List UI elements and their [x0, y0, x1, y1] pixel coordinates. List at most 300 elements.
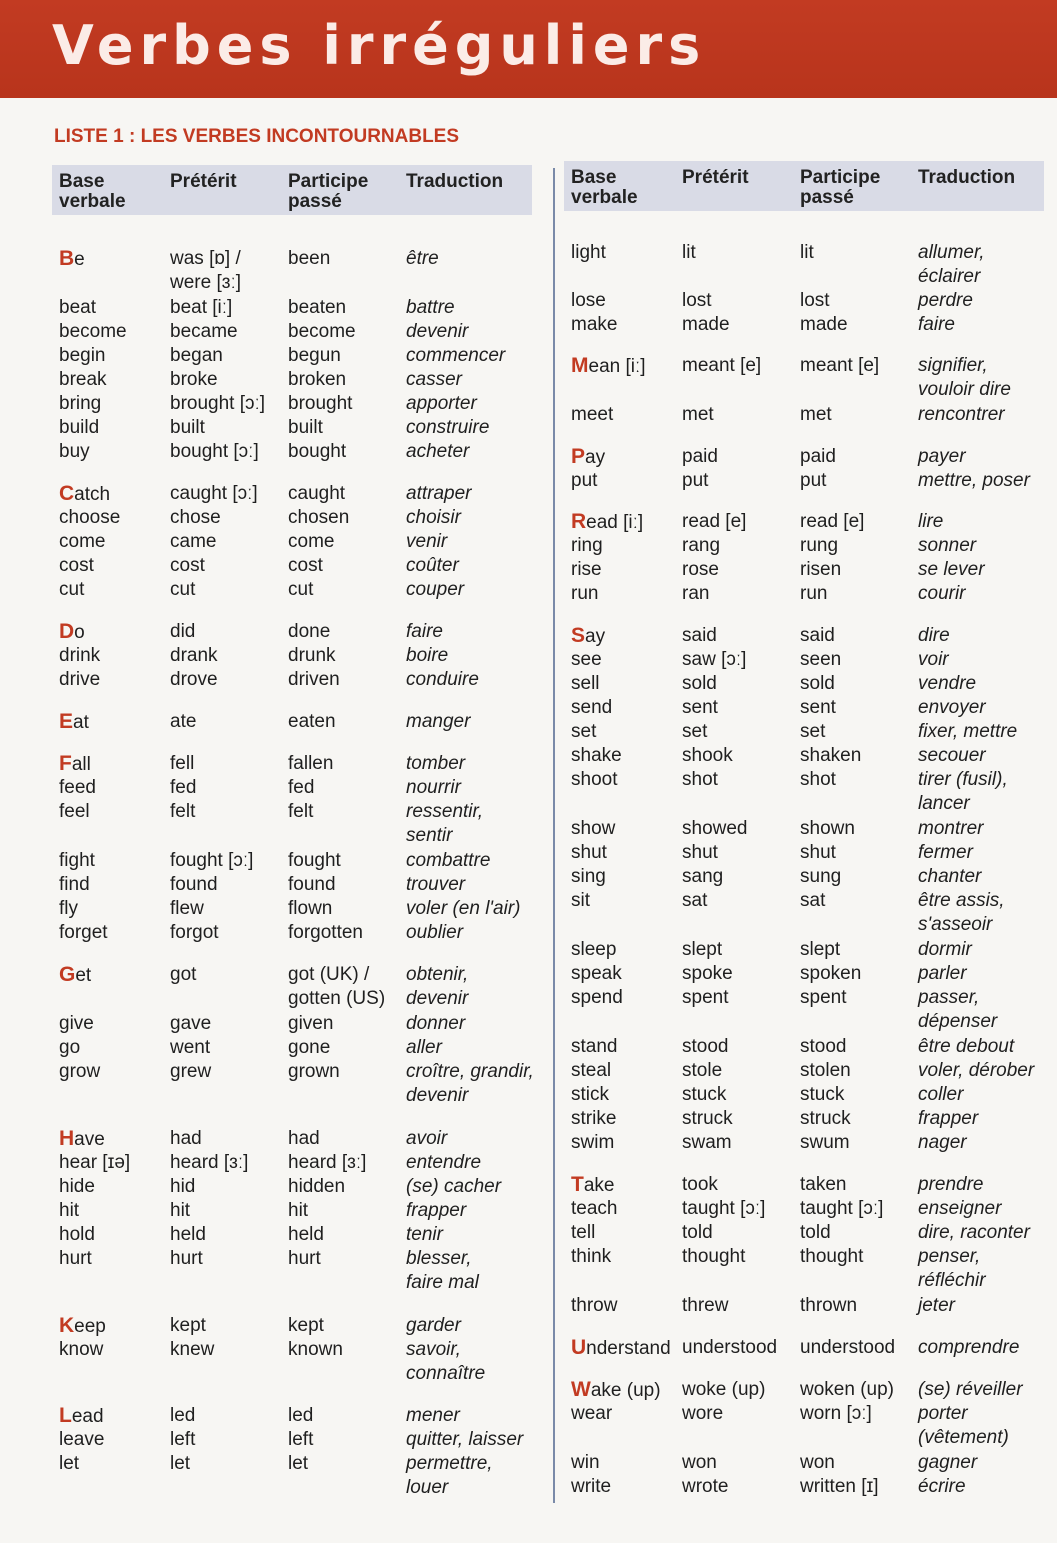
participle-form-line: won	[800, 1452, 835, 1473]
translation	[406, 344, 505, 368]
preterit-form-line: fell	[170, 753, 195, 774]
translation-line: croître, grandir,	[406, 1061, 534, 1082]
verb-row	[564, 445, 1044, 469]
translation	[406, 482, 471, 506]
base-text: put	[571, 470, 598, 491]
participle-form-line: met	[800, 404, 832, 425]
translation	[406, 368, 462, 392]
preterit-form	[682, 938, 722, 962]
preterit-form-line: met	[682, 404, 714, 425]
translation-line: nager	[918, 1132, 967, 1153]
translation-line: attraper	[406, 483, 472, 504]
verb-row	[52, 482, 532, 506]
participle-form-line: driven	[288, 669, 340, 690]
participle-form	[800, 1035, 846, 1059]
preterit-form-line: stuck	[682, 1084, 727, 1105]
translation	[406, 897, 521, 921]
preterit-form-line: understood	[682, 1337, 778, 1358]
verb-row	[564, 1294, 1044, 1318]
preterit-form-line: brought [ɔː]	[170, 393, 266, 414]
participle-form-line: worn [ɔː]	[800, 1403, 872, 1424]
base-text: eep	[74, 1316, 106, 1337]
base-text: ead [iː]	[586, 512, 644, 533]
translation	[918, 672, 976, 696]
translation	[406, 1247, 479, 1295]
base-form	[571, 938, 616, 962]
translation	[918, 313, 955, 337]
base-text: come	[59, 531, 106, 552]
base-text: atch	[74, 484, 111, 505]
base-form	[571, 534, 603, 558]
preterit-form	[682, 1131, 732, 1155]
translation	[406, 921, 463, 945]
translation	[406, 247, 439, 271]
base-form	[59, 668, 100, 692]
base-form	[59, 554, 94, 578]
preterit-form-line: forgot	[170, 922, 219, 943]
base-form	[571, 744, 622, 768]
participle-form-line: led	[288, 1405, 314, 1426]
base-text: speak	[571, 963, 622, 984]
preterit-form	[170, 1127, 202, 1151]
participle-form	[288, 416, 323, 440]
participle-form	[288, 1036, 330, 1060]
translation	[406, 1036, 442, 1060]
base-text: sit	[571, 890, 590, 911]
preterit-form	[170, 506, 221, 530]
preterit-form-line: struck	[682, 1108, 733, 1129]
base-form	[571, 1221, 595, 1245]
participle-form	[288, 1452, 308, 1476]
translation	[406, 554, 459, 578]
participle-form	[800, 1245, 863, 1269]
base-form	[571, 582, 598, 606]
translation	[918, 1451, 977, 1475]
preterit-form	[682, 313, 730, 337]
base-text: ake (up)	[590, 1380, 661, 1401]
translation-line: mener	[406, 1405, 460, 1426]
translation-line: voir	[918, 649, 949, 670]
preterit-form	[170, 752, 194, 776]
preterit-form-line: threw	[682, 1295, 729, 1316]
preterit-form-line: cut	[170, 579, 196, 600]
verb-row	[564, 1378, 1044, 1402]
base-text: choose	[59, 507, 121, 528]
base-form	[59, 849, 95, 873]
translation	[918, 1083, 963, 1107]
participle-form	[800, 720, 825, 744]
translation-line: fixer, mettre	[918, 721, 1018, 742]
preterit-form-line: wore	[682, 1403, 724, 1424]
participle-form	[288, 1127, 320, 1151]
preterit-form	[170, 1060, 211, 1084]
preterit-form	[170, 1036, 210, 1060]
base-form	[571, 624, 605, 649]
participle-form-line: become	[288, 321, 356, 342]
preterit-form-line: set	[682, 721, 708, 742]
base-form	[59, 320, 127, 344]
preterit-form	[682, 1083, 726, 1107]
initial-letter: H	[59, 1127, 75, 1150]
translation	[406, 1428, 523, 1452]
translation	[406, 296, 455, 320]
translation	[406, 1060, 534, 1108]
preterit-form-line: left	[170, 1429, 196, 1450]
translation	[918, 1059, 1034, 1083]
base-text: cost	[59, 555, 94, 576]
preterit-form	[682, 1402, 723, 1426]
translation	[406, 668, 479, 692]
participle-form	[288, 1223, 324, 1247]
translation-line-2: sentir	[406, 825, 453, 846]
preterit-form-line: thought	[682, 1246, 746, 1267]
verb-row	[52, 506, 532, 530]
participle-form-line: understood	[800, 1337, 896, 1358]
participle-form	[288, 1175, 345, 1199]
participle-form-line: thrown	[800, 1295, 858, 1316]
verb-row	[52, 1338, 532, 1384]
translation-line: être debout	[918, 1036, 1015, 1057]
participle-form-line: drunk	[288, 645, 336, 666]
translation	[406, 1127, 447, 1151]
preterit-form-line: did	[170, 621, 196, 642]
verb-row	[564, 696, 1044, 720]
preterit-form-line: hid	[170, 1176, 196, 1197]
preterit-form-line: flew	[170, 898, 204, 919]
translation-line-2: dépenser	[918, 1011, 998, 1032]
participle-form	[288, 1012, 333, 1036]
base-text: fight	[59, 850, 95, 871]
translation-line: garder	[406, 1315, 461, 1336]
base-form	[59, 921, 108, 945]
translation-line: (se) cacher	[406, 1176, 502, 1197]
preterit-form	[170, 710, 196, 734]
base-form	[59, 1175, 95, 1199]
translation	[918, 403, 1005, 427]
participle-form-line: spent	[800, 987, 847, 1008]
preterit-form	[170, 800, 195, 824]
translation-line: être assis,	[918, 890, 1005, 911]
base-text: stand	[571, 1036, 618, 1057]
base-form	[59, 440, 90, 464]
translation-line: vendre	[918, 673, 977, 694]
table-header	[564, 161, 1044, 211]
translation	[406, 506, 461, 530]
preterit-form-line: rang	[682, 535, 721, 556]
participle-form-line: cut	[288, 579, 314, 600]
participle-form-line: broken	[288, 369, 347, 390]
verb-row	[52, 320, 532, 344]
page-title: Verbes irréguliers	[52, 14, 707, 77]
base-text: o	[74, 622, 85, 643]
base-form	[59, 1060, 100, 1084]
verb-row	[564, 817, 1044, 841]
base-text: lose	[571, 290, 606, 311]
base-form	[571, 1131, 614, 1155]
participle-form-line-2: gotten (US)	[288, 988, 386, 1009]
base-text: send	[571, 697, 613, 718]
participle-form	[800, 817, 855, 841]
participle-form-line: chosen	[288, 507, 350, 528]
verb-row	[564, 1035, 1044, 1059]
base-form	[571, 1059, 611, 1083]
participle-form-line: written [ɪ]	[800, 1476, 879, 1497]
base-form	[571, 962, 622, 986]
participle-form	[288, 873, 336, 897]
translation-line: écrire	[918, 1476, 966, 1497]
base-form	[59, 873, 90, 897]
base-form	[59, 578, 84, 602]
base-text: become	[59, 321, 127, 342]
translation	[918, 1294, 955, 1318]
translation-line: faire	[918, 314, 955, 335]
translation-line-2: (vêtement)	[918, 1427, 1009, 1448]
participle-form-line: thought	[800, 1246, 864, 1267]
verb-row	[52, 921, 532, 945]
base-text: buy	[59, 441, 90, 462]
participle-form	[288, 247, 330, 271]
base-form	[571, 720, 596, 744]
participle-form	[288, 752, 333, 776]
preterit-form	[682, 1336, 777, 1360]
verb-row	[52, 1175, 532, 1199]
translation-line: permettre,	[406, 1453, 493, 1474]
verb-row	[52, 776, 532, 800]
translation-line: obtenir,	[406, 964, 469, 985]
header-traduction: Traduction	[406, 171, 504, 192]
participle-form	[288, 392, 352, 416]
base-form	[59, 530, 105, 554]
base-text: ay	[585, 626, 606, 647]
preterit-form-line: lit	[682, 242, 696, 263]
translation	[918, 938, 972, 962]
preterit-form-line: woke (up)	[682, 1379, 766, 1400]
translation	[406, 1199, 466, 1223]
translation-line: couper	[406, 579, 465, 600]
translation-line-2: éclairer	[918, 266, 981, 287]
participle-form	[800, 558, 841, 582]
base-form	[59, 1151, 130, 1175]
preterit-form-line: wrote	[682, 1476, 729, 1497]
column-divider	[553, 168, 555, 1503]
base-form	[59, 296, 96, 320]
base-text: hurt	[59, 1248, 92, 1269]
participle-form	[288, 1199, 308, 1223]
preterit-form	[682, 768, 718, 792]
base-form	[59, 897, 78, 921]
verb-row	[564, 672, 1044, 696]
base-form	[59, 247, 85, 272]
verb-row	[52, 1223, 532, 1247]
participle-form-line: fed	[288, 777, 315, 798]
verb-row	[564, 768, 1044, 814]
right-verb-table	[564, 161, 1044, 1497]
verb-row	[564, 403, 1044, 427]
translation-line-2: réfléchir	[918, 1270, 986, 1291]
participle-form	[288, 776, 314, 800]
translation-line: tirer (fusil),	[918, 769, 1008, 790]
translation	[406, 1404, 460, 1428]
base-form	[571, 768, 617, 792]
verb-row	[564, 1451, 1044, 1475]
participle-form-line: shot	[800, 769, 836, 790]
verb-row	[564, 624, 1044, 648]
participle-form-line: come	[288, 531, 335, 552]
verb-row	[564, 865, 1044, 889]
preterit-form	[170, 963, 196, 987]
preterit-form-line: showed	[682, 818, 748, 839]
translation-line: montrer	[918, 818, 984, 839]
translation	[918, 624, 950, 648]
participle-form-line: begun	[288, 345, 341, 366]
participle-form-line: heard [ɜː]	[288, 1152, 367, 1173]
participle-form	[800, 672, 835, 696]
verb-row	[52, 1428, 532, 1452]
translation-line: boire	[406, 645, 449, 666]
participle-form	[288, 710, 336, 734]
verb-row	[564, 648, 1044, 672]
translation-line: donner	[406, 1013, 466, 1034]
initial-letter: G	[59, 963, 76, 986]
base-text: nderstand	[586, 1338, 671, 1359]
translation-line: porter	[918, 1403, 968, 1424]
translation	[406, 416, 489, 440]
participle-form	[288, 644, 336, 668]
participle-form	[800, 582, 827, 606]
preterit-form-line: stole	[682, 1060, 723, 1081]
base-text: go	[59, 1037, 81, 1058]
base-form	[571, 1451, 600, 1475]
participle-form-line: flown	[288, 898, 333, 919]
translation	[918, 510, 943, 534]
participle-form	[800, 1221, 831, 1245]
base-text: shake	[571, 745, 622, 766]
participle-form-line: eaten	[288, 711, 336, 732]
initial-letter: C	[59, 482, 75, 505]
initial-letter: T	[571, 1173, 584, 1196]
participle-form-line: woken (up)	[800, 1379, 894, 1400]
preterit-form	[682, 241, 696, 265]
preterit-form-line: sent	[682, 697, 718, 718]
base-text: e	[74, 249, 85, 270]
preterit-form	[682, 403, 714, 427]
verb-row	[564, 1221, 1044, 1245]
verb-row	[564, 1107, 1044, 1131]
base-form	[59, 963, 91, 988]
participle-form-line: read [e]	[800, 511, 865, 532]
preterit-form	[170, 368, 218, 392]
verb-row	[564, 1402, 1044, 1448]
participle-form-line: run	[800, 583, 828, 604]
translation-line: choisir	[406, 507, 461, 528]
preterit-form	[682, 558, 719, 582]
preterit-form-line: got	[170, 964, 197, 985]
participle-form-line: lit	[800, 242, 814, 263]
list-subtitle: LISTE 1 : LES VERBES INCONTOURNABLES	[54, 126, 460, 147]
participle-form	[800, 768, 836, 792]
translation-line: combattre	[406, 850, 491, 871]
base-text: show	[571, 818, 616, 839]
verb-row	[564, 841, 1044, 865]
translation	[406, 849, 490, 873]
base-text: hear [ɪə]	[59, 1152, 131, 1173]
header-participe: Participe passé	[288, 171, 369, 212]
base-form	[571, 1107, 616, 1131]
base-text: sell	[571, 673, 600, 694]
preterit-form-line: saw [ɔː]	[682, 649, 747, 670]
translation-line: signifier,	[918, 355, 988, 376]
participle-form	[288, 620, 330, 644]
preterit-form	[170, 296, 232, 320]
preterit-form-line: chose	[170, 507, 221, 528]
participle-form-line: made	[800, 314, 848, 335]
preterit-form	[682, 1107, 733, 1131]
participle-form-line: grown	[288, 1061, 340, 1082]
verb-row	[52, 963, 532, 1009]
verb-row	[52, 897, 532, 921]
translation	[406, 1012, 465, 1036]
translation	[918, 1197, 1001, 1221]
preterit-form	[170, 668, 218, 692]
preterit-form	[682, 1475, 728, 1499]
base-text: grow	[59, 1061, 101, 1082]
base-text: win	[571, 1452, 600, 1473]
participle-form-line: slept	[800, 939, 841, 960]
participle-form	[800, 1197, 883, 1221]
translation	[406, 530, 447, 554]
preterit-form	[682, 744, 733, 768]
initial-letter: W	[571, 1378, 591, 1401]
verb-row	[52, 1012, 532, 1036]
participle-form	[800, 403, 832, 427]
preterit-form	[682, 841, 718, 865]
participle-form	[800, 313, 848, 337]
verb-row	[52, 1314, 532, 1338]
base-text: run	[571, 583, 599, 604]
base-text: let	[59, 1453, 80, 1474]
translation-line: nourrir	[406, 777, 461, 798]
preterit-form-line: stood	[682, 1036, 729, 1057]
verb-row	[52, 710, 532, 734]
base-text: break	[59, 369, 107, 390]
translation	[406, 800, 483, 848]
translation-line-2: vouloir dire	[918, 379, 1011, 400]
translation-line: prendre	[918, 1174, 984, 1195]
participle-form	[800, 241, 814, 265]
base-form	[59, 1036, 80, 1060]
verb-row	[52, 344, 532, 368]
base-form	[59, 1314, 106, 1339]
preterit-form	[170, 1404, 195, 1428]
base-form	[571, 1336, 671, 1361]
base-text: et	[75, 965, 92, 986]
preterit-form	[682, 534, 720, 558]
base-form	[59, 344, 106, 368]
base-text: hit	[59, 1200, 80, 1221]
translation-line: tomber	[406, 753, 466, 774]
base-text: wear	[571, 1403, 613, 1424]
base-form	[571, 1035, 617, 1059]
preterit-form-line: swam	[682, 1132, 732, 1153]
participle-form	[800, 962, 861, 986]
participle-form	[800, 1378, 894, 1402]
base-form	[571, 1197, 617, 1221]
initial-letter: F	[59, 752, 72, 775]
preterit-form-line: shut	[682, 842, 718, 863]
initial-letter: U	[571, 1336, 587, 1359]
participle-form-line: gone	[288, 1037, 331, 1058]
translation	[918, 841, 973, 865]
